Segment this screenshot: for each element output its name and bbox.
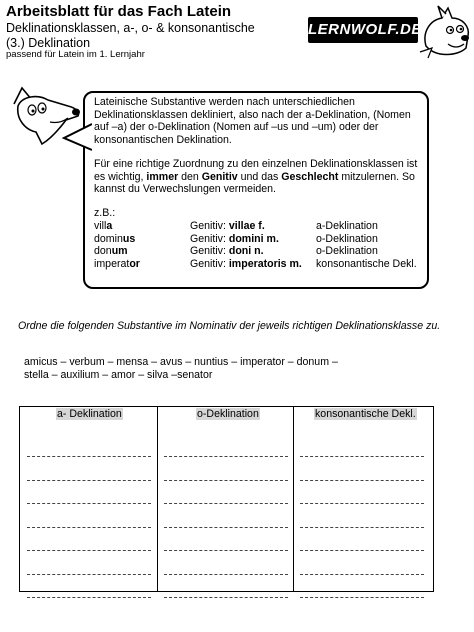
column-header-konsonantische-deklination: konsonantische Dekl. (315, 408, 416, 420)
answer-blank-line[interactable] (27, 503, 151, 504)
advice-text: Für eine richtige Zuordnung zu den einzelnen Deklinationsklassen ist es wichtig, immer den Genitiv und das Geschlecht mitzulernen. So kannst du Verwechslungen vermeiden. (94, 158, 418, 196)
example-word: dominus (94, 233, 136, 245)
column-divider (157, 407, 158, 591)
answer-blank-line[interactable] (164, 527, 288, 528)
answer-blank-line[interactable] (164, 456, 288, 457)
answer-blank-line[interactable] (164, 480, 288, 481)
intro-text: Lateinische Substantive werden nach unterschiedlichen Deklinationsklassen dekliniert, also nach der a-Deklination, (Nomen auf –a) der o-Deklination (Nomen auf –us und –um) oder der konsonantischen Deklination. (94, 96, 411, 146)
page-subtitle: Deklinationsklassen, a-, o- & konsonantische (3.) Deklination (6, 21, 255, 50)
answer-blank-line[interactable] (300, 480, 424, 481)
answer-blank-line[interactable] (300, 574, 424, 575)
example-class: o-Deklination (316, 233, 378, 245)
examples-label: z.B.: (94, 207, 116, 219)
example-genitive: Genitiv: doni n. (190, 245, 264, 257)
example-word: villa (94, 220, 113, 232)
advice-emphasis-genitiv: Genitiv (201, 170, 238, 183)
example-genitive: Genitiv: villae f. (190, 220, 265, 232)
example-word: imperator (94, 258, 140, 270)
column-header-a-deklination: a- Deklination (57, 408, 122, 420)
answer-blank-line[interactable] (300, 527, 424, 528)
example-genitive: Genitiv: domini m. (190, 233, 279, 245)
wolf-logo-icon (418, 2, 474, 60)
column-header-o-deklination: o-Deklination (197, 408, 259, 420)
answer-blank-line[interactable] (164, 597, 288, 598)
answer-blank-line[interactable] (300, 597, 424, 598)
example-class: konsonantische Dekl. (316, 258, 417, 270)
answer-blank-line[interactable] (27, 480, 151, 481)
column-divider (293, 407, 294, 591)
word-list-line: stella – auxilium – amor – silva –senator (24, 369, 213, 381)
example-word: donum (94, 245, 128, 257)
example-genitive: Genitiv: imperatoris m. (190, 258, 302, 270)
answer-blank-line[interactable] (164, 550, 288, 551)
answer-blank-line[interactable] (300, 456, 424, 457)
answer-blank-line[interactable] (164, 503, 288, 504)
sorting-table (19, 406, 434, 592)
answer-blank-line[interactable] (300, 503, 424, 504)
advice-emphasis-geschlecht: Geschlecht (281, 170, 339, 183)
answer-blank-line[interactable] (164, 574, 288, 575)
page-title: Arbeitsblatt für das Fach Latein (6, 3, 232, 20)
answer-blank-line[interactable] (300, 550, 424, 551)
example-class: a-Deklination (316, 220, 378, 232)
answer-blank-line[interactable] (27, 527, 151, 528)
answer-blank-line[interactable] (27, 574, 151, 575)
wolf-mascot-icon (8, 84, 84, 148)
answer-blank-line[interactable] (27, 597, 151, 598)
lernwolf-logo: LERNWOLF.DE (308, 17, 418, 43)
answer-blank-line[interactable] (27, 550, 151, 551)
answer-blank-line[interactable] (27, 456, 151, 457)
advice-emphasis-immer: immer (146, 170, 179, 183)
audience-note: passend für Latein im 1. Lernjahr (6, 49, 145, 60)
word-list-line: amicus – verbum – mensa – avus – nuntius – imperator – donum – (24, 356, 338, 368)
example-class: o-Deklination (316, 245, 378, 257)
task-instruction: Ordne die folgenden Substantive im Nominativ der jeweils richtigen Deklinationsklasse zu. (18, 320, 441, 332)
